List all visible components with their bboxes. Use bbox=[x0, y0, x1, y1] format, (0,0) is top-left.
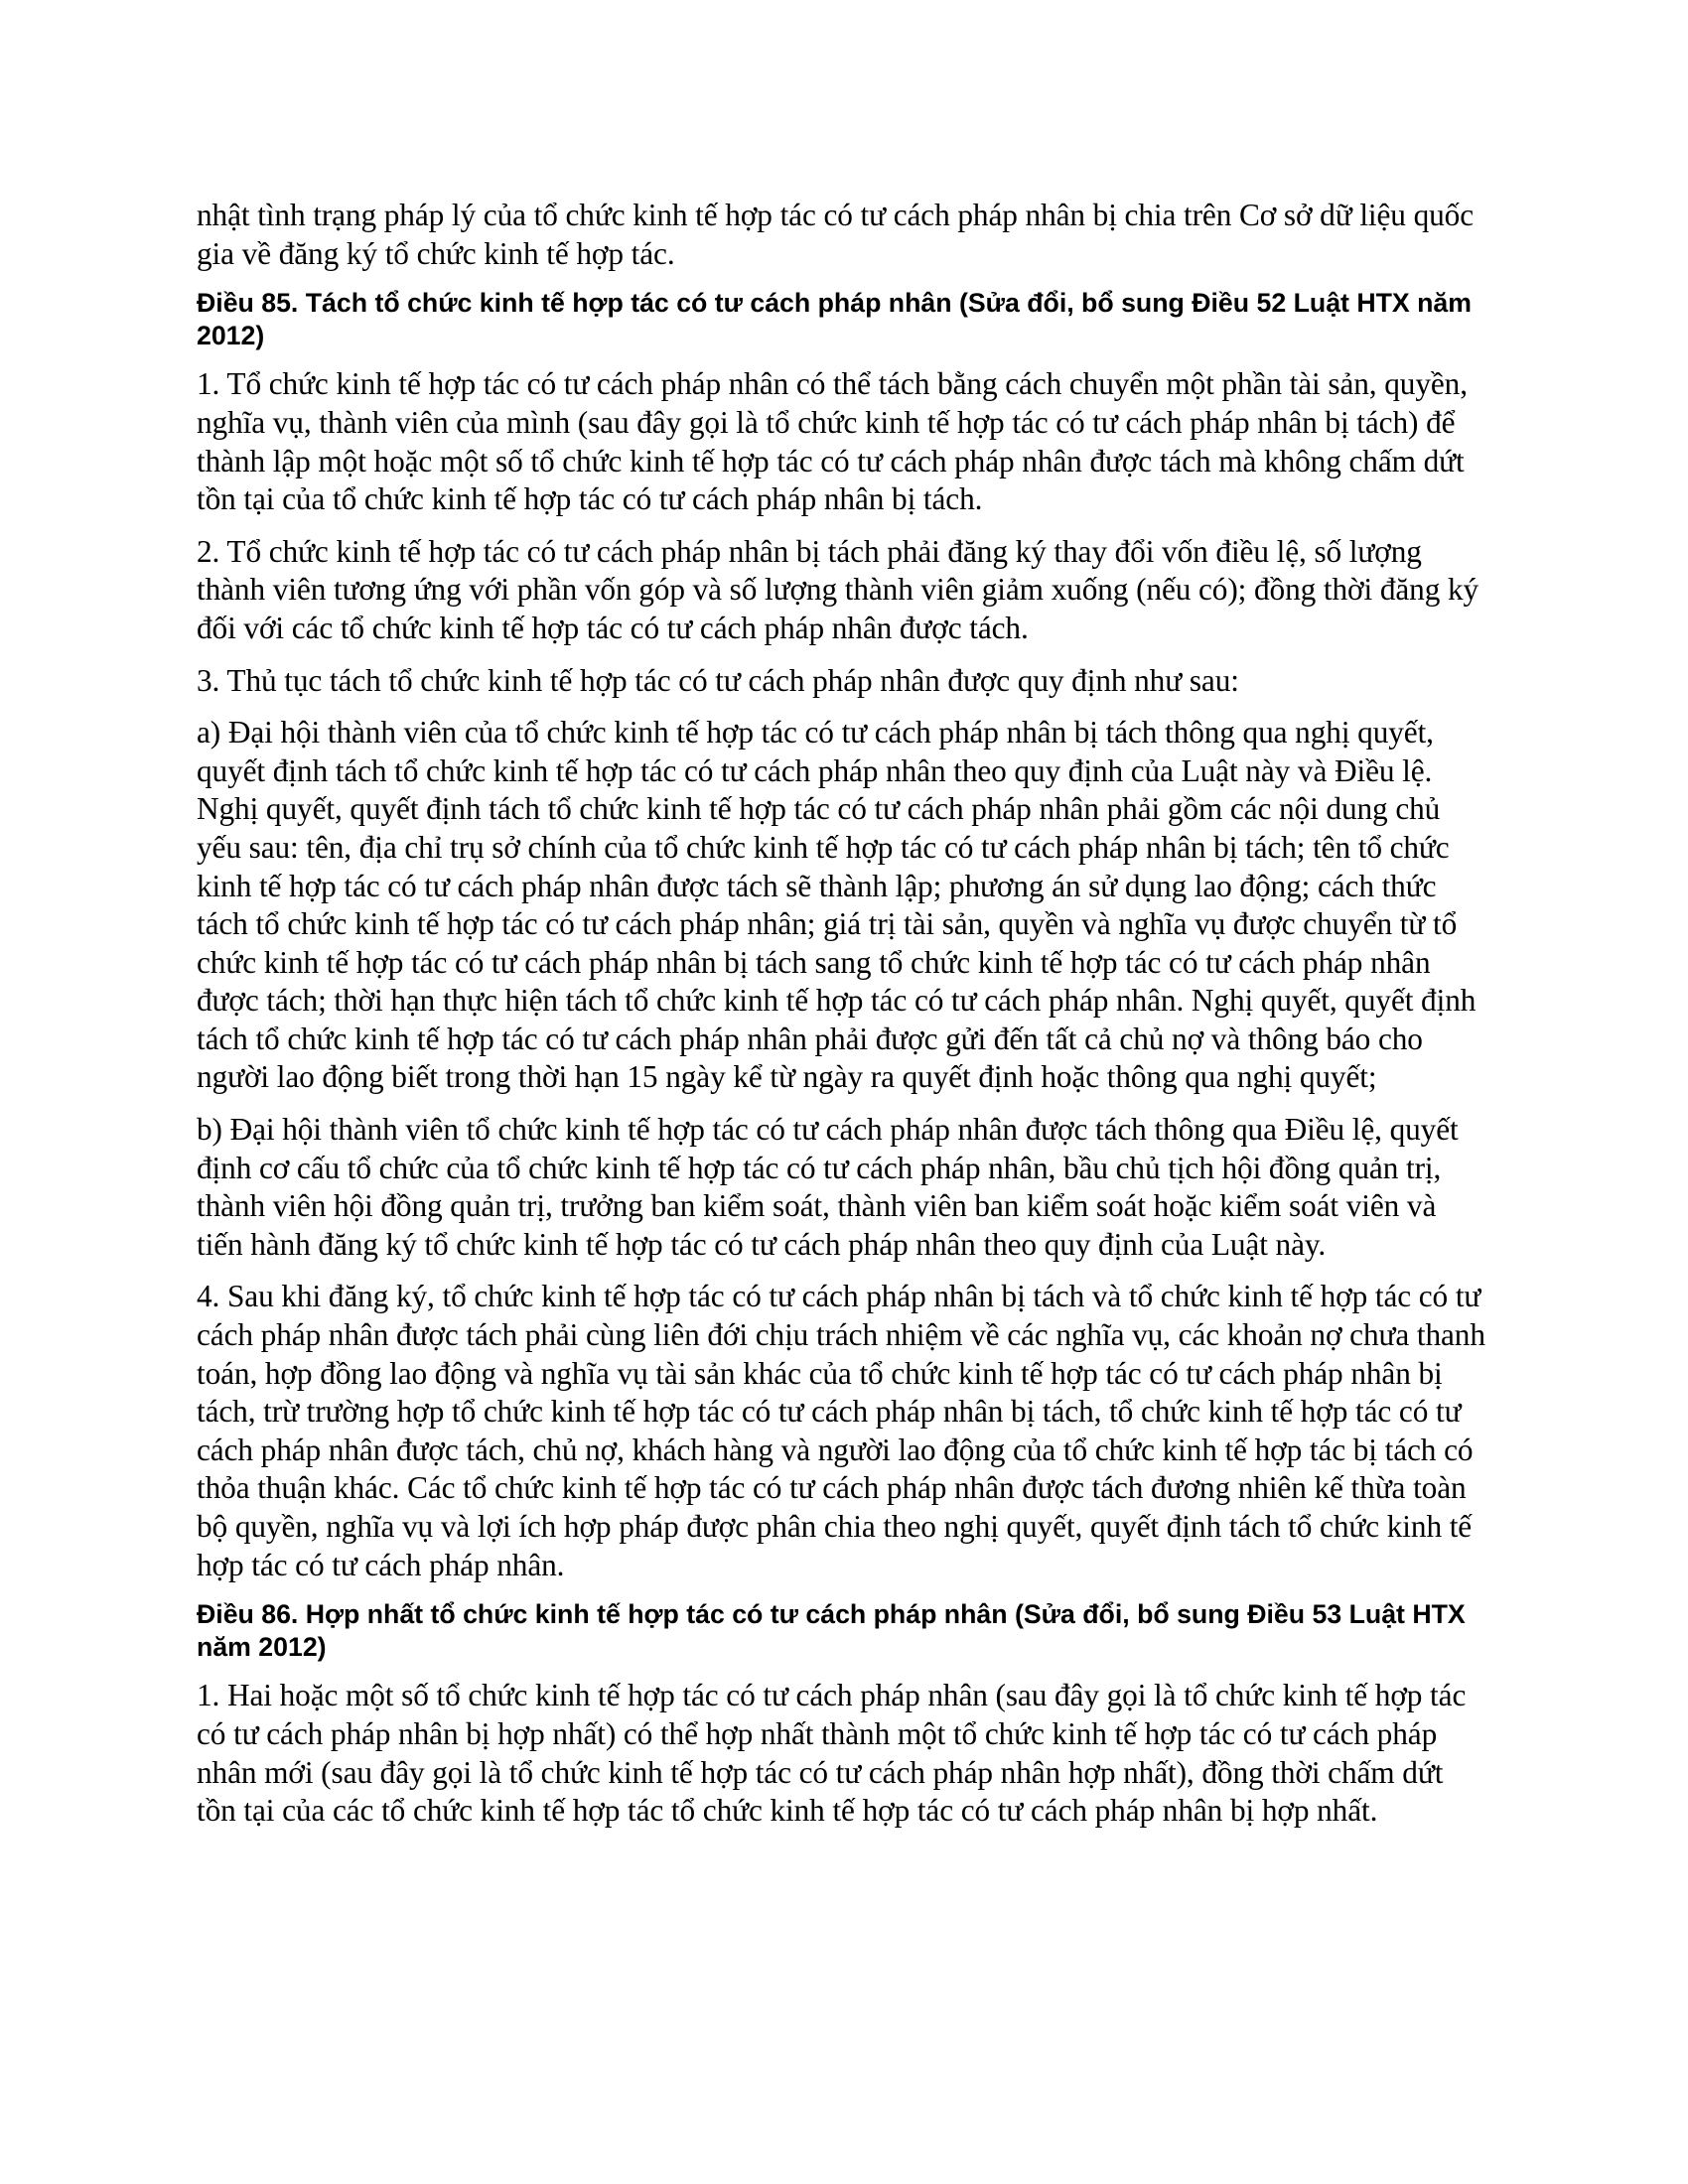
article-85-heading: Điều 85. Tách tổ chức kinh tế hợp tác có tư cách pháp nhân (Sửa đổi, bổ sung Điều 52 Luật HTX năm 2012) bbox=[197, 288, 1472, 350]
article-85-clause-3b: b) Đại hội thành viên tổ chức kinh tế hợp tác có tư cách pháp nhân được tách thông qua Điều lệ, quyết định cơ cấu tổ chức của tổ chức kinh tế hợp tác có tư cách pháp nhân, bầu chủ tịch hội đồng quản trị, thành viên hội đồng quản trị, trưởng ban kiểm soát, thành viên ban kiểm soát hoặc kiểm soát viên và tiến hành đăng ký tổ chức kinh tế hợp tác có tư cách pháp nhân theo quy định của Luật này. bbox=[197, 1112, 1459, 1262]
article-85-clause-3a: a) Đại hội thành viên của tổ chức kinh tế hợp tác có tư cách pháp nhân bị tách thông qua nghị quyết, quyết định tách tổ chức kinh tế hợp tác có tư cách pháp nhân theo quy định của Luật này và Điều lệ. Nghị quyết, quyết định tách tổ chức kinh tế hợp tác có tư cách pháp nhân phải gồm các nội dung chủ yếu sau: tên, địa chỉ trụ sở chính của tổ chức kinh tế hợp tác có tư cách pháp nhân bị tách; tên tổ chức kinh tế hợp tác có tư cách pháp nhân được tách sẽ thành lập; phương án sử dụng lao động; cách thức tách tổ chức kinh tế hợp tác có tư cách pháp nhân; giá trị tài sản, quyền và nghĩa vụ được chuyển từ tổ chức kinh tế hợp tác có tư cách pháp nhân bị tách sang tổ chức kinh tế hợp tác có tư cách pháp nhân được tách; thời hạn thực hiện tách tổ chức kinh tế hợp tác có tư cách pháp nhân. Nghị quyết, quyết định tách tổ chức kinh tế hợp tác có tư cách pháp nhân phải được gửi đến tất cả chủ nợ và thông báo cho người lao động biết trong thời hạn 15 ngày kể từ ngày ra quyết định hoặc thông qua nghị quyết; bbox=[197, 715, 1477, 1095]
article-85-clause-1: 1. Tổ chức kinh tế hợp tác có tư cách pháp nhân có thể tách bằng cách chuyển một phần tài sản, quyền, nghĩa vụ, thành viên của mình (sau đây gọi là tổ chức kinh tế hợp tác có tư cách pháp nhân bị tách) để thành lập một hoặc một số tổ chức kinh tế hợp tác có tư cách pháp nhân được tách mà không chấm dứt tồn tại của tổ chức kinh tế hợp tác có tư cách pháp nhân bị tách. bbox=[197, 366, 1468, 517]
article-85-clause-4: 4. Sau khi đăng ký, tổ chức kinh tế hợp tác có tư cách pháp nhân bị tách và tổ chức kinh tế hợp tác có tư cách pháp nhân được tách phải cùng liên đới chịu trách nhiệm về các nghĩa vụ, các khoản nợ chưa thanh toán, hợp đồng lao động và nghĩa vụ tài sản khác của tổ chức kinh tế hợp tác có tư cách pháp nhân bị tách, trừ trường hợp tổ chức kinh tế hợp tác có tư cách pháp nhân bị tách, tổ chức kinh tế hợp tác có tư cách pháp nhân được tách, chủ nợ, khách hàng và người lao động của tổ chức kinh tế hợp tác bị tách có thỏa thuận khác. Các tổ chức kinh tế hợp tác có tư cách pháp nhân được tách đương nhiên kế thừa toàn bộ quyền, nghĩa vụ và lợi ích hợp pháp được phân chia theo nghị quyết, quyết định tách tổ chức kinh tế hợp tác có tư cách pháp nhân. bbox=[197, 1279, 1485, 1582]
article-86-clause-1: 1. Hai hoặc một số tổ chức kinh tế hợp tác có tư cách pháp nhân (sau đây gọi là tổ chức kinh tế hợp tác có tư cách pháp nhân bị hợp nhất) có thể hợp nhất thành một tổ chức kinh tế hợp tác có tư cách pháp nhân mới (sau đây gọi là tổ chức kinh tế hợp tác có tư cách pháp nhân hợp nhất), đồng thời chấm dứt tồn tại của các tổ chức kinh tế hợp tác tổ chức kinh tế hợp tác có tư cách pháp nhân bị hợp nhất. bbox=[197, 1678, 1467, 1829]
article-85-clause-2: 2. Tổ chức kinh tế hợp tác có tư cách pháp nhân bị tách phải đăng ký thay đổi vốn điều lệ, số lượng thành viên tương ứng với phần vốn góp và số lượng thành viên giảm xuống (nếu có); đồng thời đăng ký đối với các tổ chức kinh tế hợp tác có tư cách pháp nhân được tách. bbox=[197, 533, 1479, 645]
article-86-heading: Điều 86. Hợp nhất tổ chức kinh tế hợp tác có tư cách pháp nhân (Sửa đổi, bổ sung Điều 53 Luật HTX năm 2012) bbox=[197, 1599, 1466, 1662]
article-85-clause-3: 3. Thủ tục tách tổ chức kinh tế hợp tác có tư cách pháp nhân được quy định như sau: bbox=[197, 662, 1239, 698]
intro-paragraph: nhật tình trạng pháp lý của tổ chức kinh tế hợp tác có tư cách pháp nhân bị chia trên Cơ sở dữ liệu quốc gia về đăng ký tổ chức kinh tế hợp tác. bbox=[197, 198, 1475, 271]
document-body bbox=[197, 197, 1487, 1844]
